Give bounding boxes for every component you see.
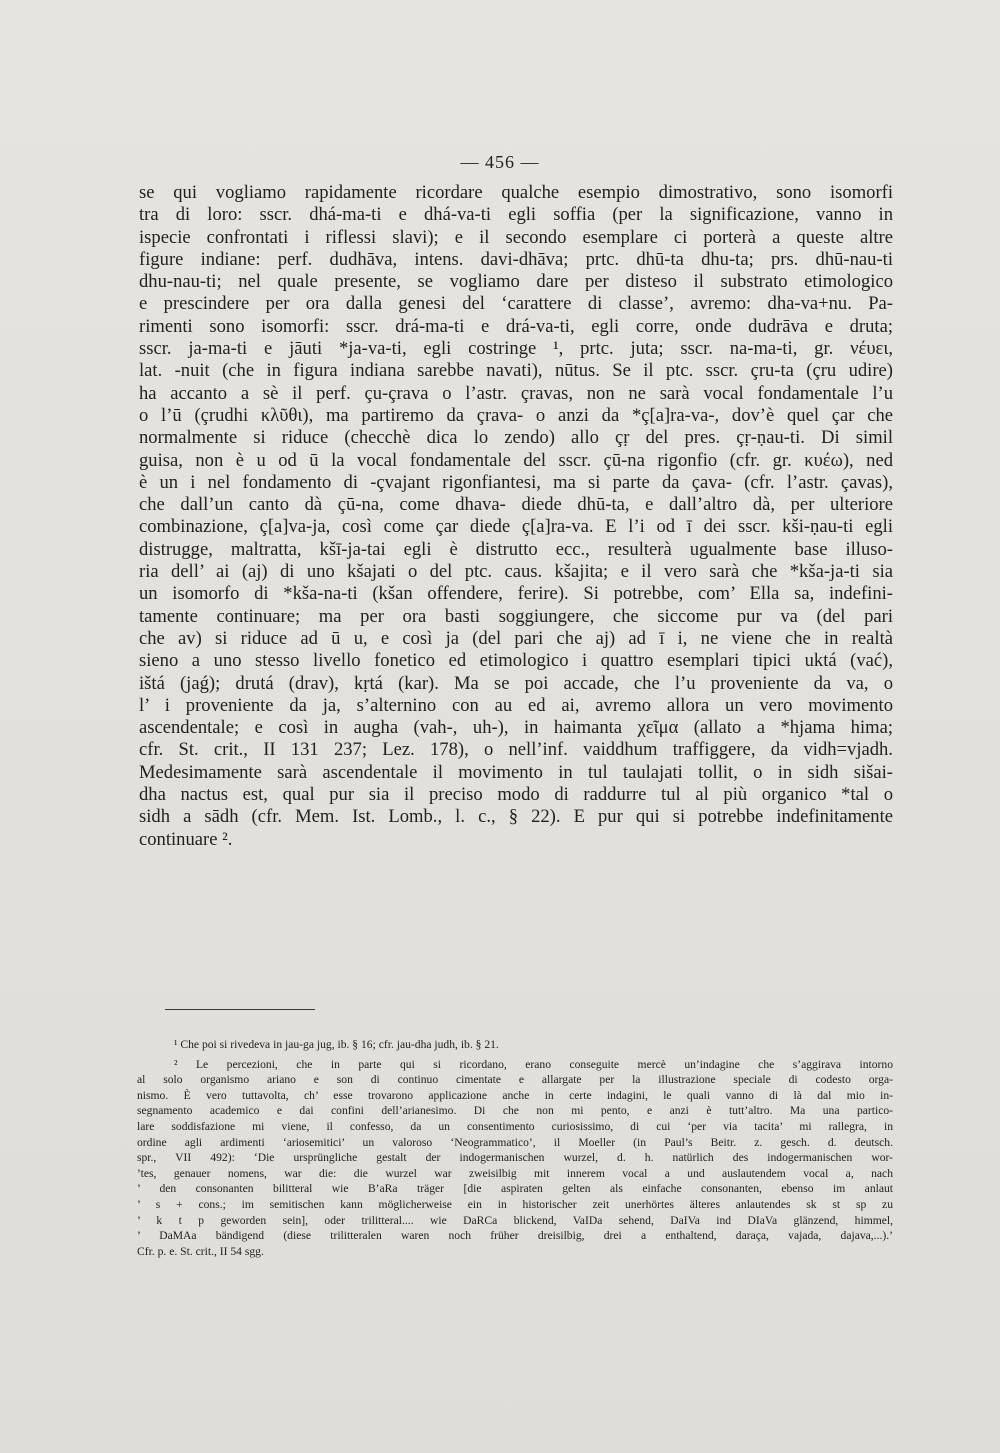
body-line: l’ i proveniente da ja, s’alternino con au ed ai, avremo allora un vero movimento	[139, 694, 893, 716]
body-line: figure indiane: perf. dudhāva, intens. davi-dhāva; prtc. dhū-ta dhu-ta; prs. dhū-nau-ti	[139, 248, 893, 270]
body-line: che dall’un canto dà çū-na, come dhava- diede dhū-ta, e dall’altro dà, per ulteriore	[139, 494, 893, 516]
body-line: ha accanto a sè il perf. çu-çrava o l’astr. çravas, non ne sarà vocal fondamentale l’u	[139, 382, 893, 404]
body-line: guisa, non è u od ū la vocal fondamentale del sscr. çū-na rigonfio (cfr. gr. κυέω), ned	[139, 449, 893, 471]
footnote-2-line: ’ DaMAa bändigend (diese trilitteralen waren noch früher dreisilbig, drei a enthaltend, daraça, vajada, dajava,...).’	[137, 1229, 893, 1243]
body-line: dhu-nau-ti; nel quale presente, se vogliamo dare per disteso il substrato etimologico	[139, 271, 893, 293]
page-number: — 456 —	[460, 152, 540, 172]
footnote-separator	[165, 1009, 315, 1010]
body-line: se qui vogliamo rapidamente ricordare qualche esempio dimostrativo, sono isomorfi	[139, 182, 893, 203]
body-line: e prescindere per ora dalla genesi del ‘carattere di classe’, avremo: dha-va+nu. Pa-	[139, 293, 893, 315]
footnote-2-line: ’ k t p geworden sein], oder trilitteral.... wie DaRCa blickend, VaIDa sehend, DaIVa ind DIaVa glänzend, himmel,	[137, 1213, 893, 1227]
body-line: tra di loro: sscr. dhá-ma-ti e dhá-va-ti egli soffia (per la significazione, vanno in	[139, 204, 893, 226]
body-line: lat. -nuit (che in figura indiana sarebbe navati), nūtus. Se il ptc. sscr. çru-ta (çru udire)	[139, 360, 893, 382]
body-line: ria dell’ ai (aj) di uno kšajati o del ptc. caus. kšajita; e il vero sarà che *kša-ja-ti sia	[139, 561, 893, 583]
body-line: combinazione, ç[a]va-ja, così come çar diede ç[a]ra-va. E l’i od ī dei sscr. kši-ṇau-ti egli	[139, 516, 893, 538]
body-line: che av) si riduce ad ū u, e così ja (del pari che aj) ad ī i, ne viene che in realtà	[139, 627, 893, 649]
footnote-2-line: segnamento academico e dai confini dell’arianesimo. Di che non mi pento, e anzi è tutt’altro. Ma una partico-	[137, 1104, 893, 1118]
footnote-2-line: lare soddisfazione mi viene, il confesso, da un consentimento curiosissimo, di cui ‘per via tacita’ mi rallegra, in	[137, 1119, 893, 1133]
body-line: ispecie confrontati i riflessi slavi); e il secondo esemplare ci porterà a queste altre	[139, 226, 893, 248]
body-line: tamente continuare; ma per ora basti soggiungere, che siccome pur va (del pari	[139, 605, 893, 627]
body-line: o l’ū (çrudhi κλῦθι), ma partiremo da çrava- o anzi da *ç[a]ra-va-, dov’è quel çar che	[139, 404, 893, 426]
body-line: normalmente si riduce (checchè dica lo zendo) allo çṛ del pres. çṛ-ṇau-ti. Di simil	[139, 427, 893, 449]
body-line: sidh a sādh (cfr. Mem. Ist. Lomb., l. c., § 22). E pur qui si potrebbe indefinitamente	[139, 806, 893, 828]
footnote-2-line: al solo organismo ariano e son di continuo cimentate e allargate per la illustrazione speciale di codesto orga-	[137, 1073, 893, 1087]
footnote-2-line: ordine agli ardimenti ‘ariosemitici’ un valoroso ‘Neogrammatico’, il Moeller (in Paul’s Beitr. z. gesch. d. deutsch.	[137, 1135, 893, 1149]
footnote-2-line: ’ s + cons.; im semitischen kann möglicherweise ein in historischer zeit unerhörtes älteres anlautendes sk st sp zu	[137, 1197, 893, 1211]
footnote-2-line: ’tes, genauer nomens, war die: die wurzel war zweisilbig mit innerem vocal a und auslautendem vocal a, nach	[137, 1166, 893, 1180]
body-line: cfr. St. crit., II 131 237; Lez. 178), o nell’inf. vaiddhum traffiggere, da vidh=vjadh.	[139, 739, 893, 761]
footnote-2-line: spr., VII 492): ‘Die ursprüngliche gestalt der indogermanischen wurzel, d. h. natürlich des indogermanischen wor-	[137, 1151, 893, 1165]
footnote-2-line: Cfr. p. e. St. crit., II 54 sgg.	[137, 1244, 264, 1258]
body-line: ištá (jaǵ); drutá (drav), kṛtá (kar). Ma se poi accade, che l’u proveniente da va, o	[139, 672, 893, 694]
body-line: dha nactus est, qual pur sia il preciso modo di raddurre tul al più organico *tal o	[139, 784, 893, 806]
body-line: sscr. ja-ma-ti e jāuti *ja-va-ti, egli costringe ¹, prtc. juta; sscr. na-ma-ti, gr. νέυει,	[139, 338, 893, 360]
body-line: ascendentale; e così in augha (vah-, uh-), in haimanta χεῖμα (allato a *hjama hima;	[139, 717, 893, 739]
footnotes	[137, 1037, 893, 1259]
footnote-2-line: nismo. È vero tuttavolta, ch’ esse trovarono applicazione anche in certe indagini, le quali vanno di là dal mio in-	[137, 1088, 893, 1102]
body-line: Medesimamente sarà ascendentale il movimento in tul taulajati tollit, o in sidh sišai-	[139, 761, 893, 783]
body-line: distrugge, maltratta, kšī-ja-tai egli è distrutto ecc., resulterà ugualmente base illuso-	[139, 538, 893, 560]
footnote-2-line: ² Le percezioni, che in parte qui si ricordano, erano conseguite mercè un’indagine che s’aggirava intorno	[174, 1057, 893, 1071]
footnote-2-line: ’ den consonanten bilitteral wie B’aRa träger [die aspiraten gelten als einfache consonanten, ebenso im anlaut	[137, 1182, 893, 1196]
body-line: un isomorfo di *kša-na-ti (kšan offendere, ferire). Si potrebbe, com’ Ella sa, indefini-	[139, 583, 893, 605]
body-line: continuare ².	[139, 828, 233, 850]
footnote-1: ¹ Che poi si rivedeva in jau-ga jug, ib. § 16; cfr. jau-dha judh, ib. § 21.	[174, 1038, 499, 1051]
body-line: rimenti sono isomorfi: sscr. drá-ma-ti e drá-va-ti, egli corre, onde dudrāva e druta;	[139, 315, 893, 337]
body-line: sieno a uno stesso livello fonetico ed etimologico i quattro esemplari tipici uktá (vać),	[139, 650, 893, 672]
body-line: è un i nel fondamento di -çvajant rigonfiantesi, ma si parte da çava- (cfr. l’astr. çavas),	[139, 471, 893, 493]
main-text	[139, 182, 893, 851]
